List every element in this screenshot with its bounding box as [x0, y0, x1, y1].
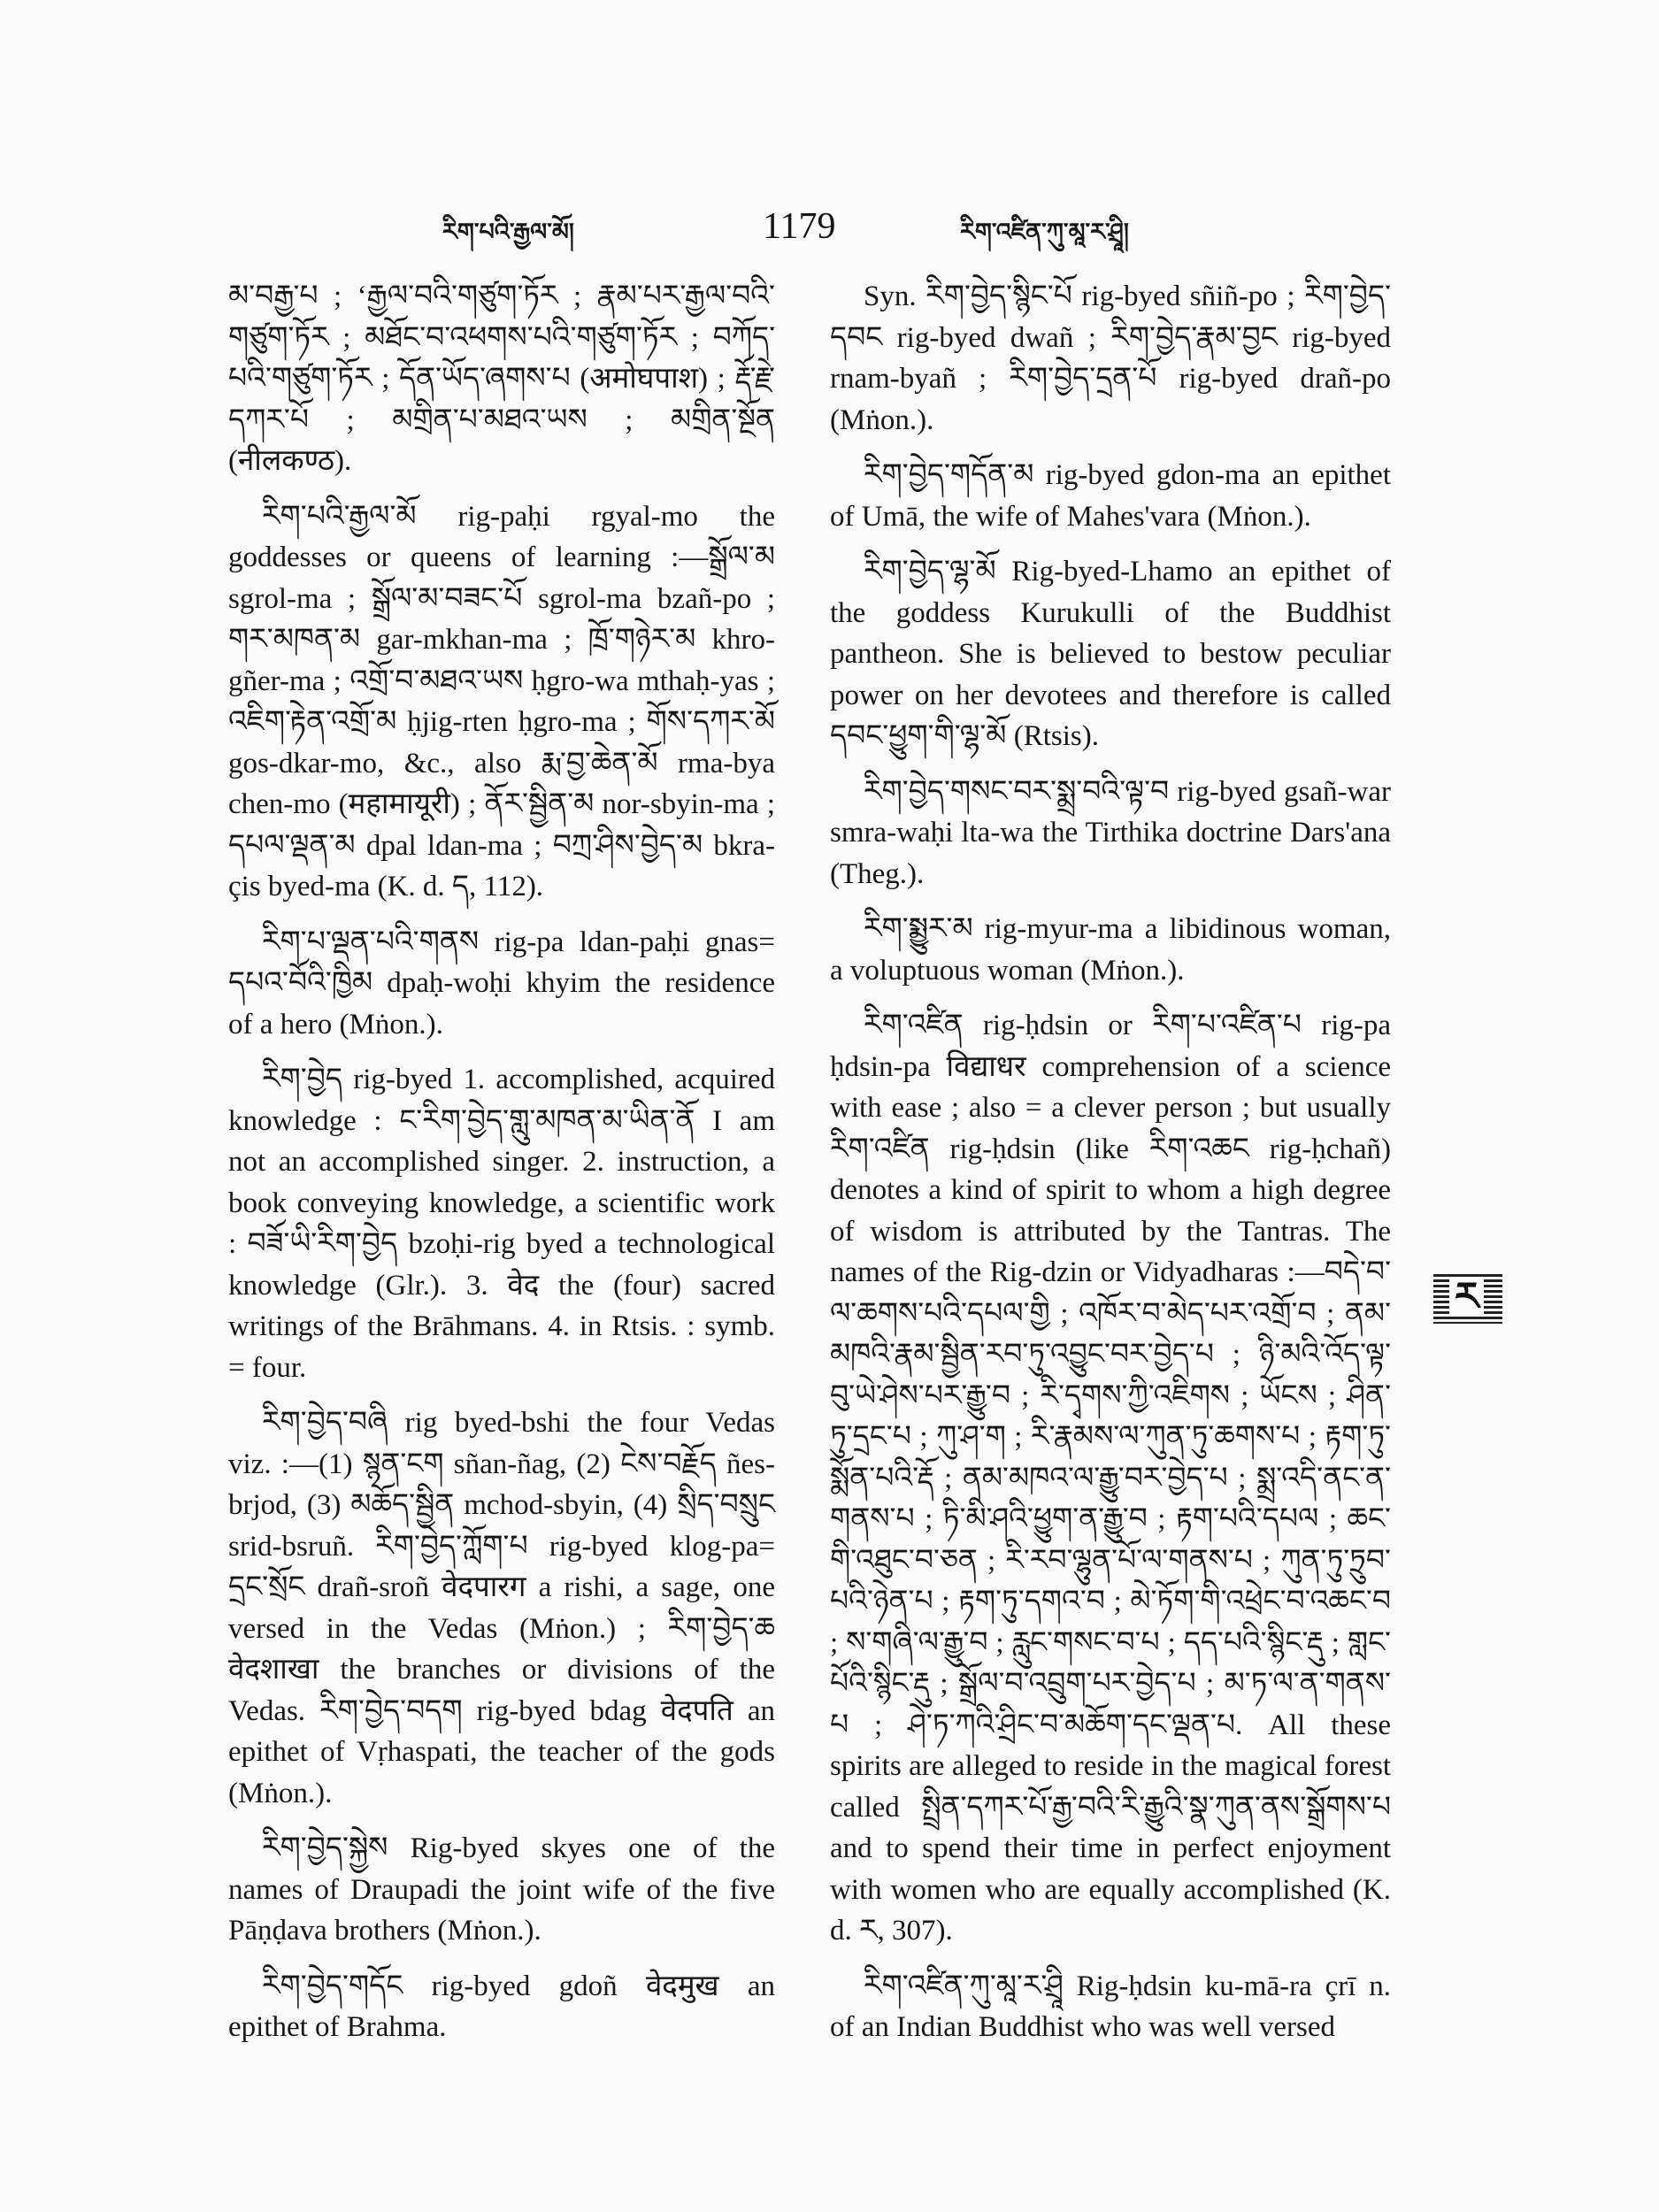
entry-continuation: མ་བརྒྱ་པ ; ‘རྒྱལ་བའི་གཙུག་ཏོར ; རྣམ་པར་རྒྱལ་བའི་གཙུག་ཏོར ; མཐོང་བ་འཕགས་པའི་གཙུག་ཏོར ; བཀོད་པའི་གཙུག་ཏོར ; དོན་ཡོད་ཞགས་པ (अमोघपाश) ; རྡོ་རྗེ་དཀར་པོ ; མགྲིན་པ་མཐའ་ཡས ; མགྲིན་སྔོན (नीलकण्ठ).	[228, 280, 775, 477]
entry-rig-hdsin: རིག་འཛིན rig-ḥdsin or རིག་པ་འཛིན་པ rig-pa ḥdsin-pa विद्याधर comprehension of a science with ease ; also = a clever person ; but usually རིག་འཛིན rig-ḥdsin (like རིག་འཆང rig-ḥchañ) denotes a kind of spirit to whom a high degree of wisdom is attributed by the Tantras. The names of the Rig-dzin or Vidyadharas :—བདེ་བ་ལ་ཆགས་པའི་དཔལ་གྱི ; འཁོར་བ་མེད་པར་འགྲོ་བ ; ནམ་མཁའི་རྣམ་སྦྱིན་རབ་ཏུ་འབྱུང་བར་བྱེད་པ ; ཉི་མའི་འོད་ལྟ་བུ་ཡེ་ཤེས་པར་རྒྱུ་བ ; རི་དྭགས་ཀྱི་འཇིགས ; ཡོངས ; ཤིན་ཏུ་དྲང་པ ; ཀུ་ཤ་ག ; རི་རྣམས་ལ་ཀུན་ཏུ་ཆགས་པ ; རྟག་ཏུ་སྨོན་པའི་རྡོ ; ནམ་མཁའ་ལ་རྒྱུ་བར་བྱེད་པ ; སྨྲ་འདི་ནང་ན་གནས་པ ; ཏི་མི་ཤའི་ཕྱུག་ན་རྒྱུ་བ ; རྟག་པའི་དཔལ ; ཆང་གི་འཐུང་བ་ཅན ; རི་རབ་ལྷུན་པོ་ལ་གནས་པ ; ཀུན་ཏུ་ཏྲུབ་པའི་ཉེན་པ ; རྟག་ཏུ་དགའ་བ ; མེ་ཏོག་གི་འཕྲེང་བ་འཆང་བ ; ས་གཞི་ལ་རྒྱུ་བ ; རླུང་གསང་བ་པ ; དད་པའི་སྙིང་རྡུ ; གླང་པོའི་སྙིང་རྡུ ; སྒྲོལ་བ་འབྲུག་པར་བྱེད་པ ; མ་ཏ་ལ་ན་གནས་པ ; ཤེ་ཏ་ཀའི་ཤྲིང་བ་མཆོག་དང་ལྡན་པ. All these spirits are alleged to reside in the magical forest called སྤྲིན་དཀར་པོ་རྒྱ་བའི་རི་རྒྱུའི་སྣ་ཀུན་ནས་སྒྲོགས་པ and to spend their time in perfect enjoyment with women who are equally accomplished (K. d. ར, 307).	[830, 1010, 1391, 1947]
entry-rig-byed-gdon: རིག་བྱེད་གདོང rig-byed gdoñ वेदमुख an epithet of Brahma.	[228, 1970, 775, 2043]
right-headword: རིག་འཛིན་ཀུ་མཱ་ར་ཤྲཱི།	[960, 219, 1129, 246]
left-column	[228, 276, 775, 2062]
entry-synonyms: Syn. རིག་བྱེད་སྙིང་པོ rig-byed sñiñ-po ; རིག་བྱེད་དབང rig-byed dwañ ; རིག་བྱེད་རྣམ་བྱང rig-byed rnam-byañ ; རིག་བྱེད་དྲན་པོ rig-byed drañ-po (Mṅon.).	[830, 280, 1391, 436]
entry-rig-byed: རིག་བྱེད rig-byed 1. accomplished, acquired knowledge : ང་རིག་བྱེད་གླུ་མཁན་མ་ཡིན་ནོ I am not an accomplished singer. 2. instruction, a book conveying knowledge, a scientific work : བཟོ་ཡི་རིག་བྱེད bzoḥi-rig byed a technological knowledge (Glr.). 3. वेद the (four) sacred writings of the Brāhmans. 4. in Rtsis. : symb. = four.	[228, 1064, 775, 1384]
entry-rig-byed-lhamo: རིག་བྱེད་ལྷ་མོ Rig-byed-Lhamo an epithet of the goddess Kurukulli of the Buddhist pantheon. She is believed to bestow peculiar power on her devotees and therefore is called དབང་ཕྱུག་གི་ལྷ་མོ (Rtsis).	[830, 556, 1391, 752]
entry-rig-pahi-rgyal-mo: རིག་པའི་རྒྱལ་མོ rig-paḥi rgyal-mo the goddesses or queens of learning :—སྒྲོལ་མ sgrol-ma ; སྒྲོལ་མ་བཟང་པོ sgrol-ma bzañ-po ; གར་མཁན་མ gar-mkhan-ma ; ཁྲོ་གཉེར་མ khro-gñer-ma ; འགྲོ་བ་མཐའ་ཡས ḥgro-wa mthaḥ-yas ; འཇིག་རྟེན་འགྲོ་མ ḥjig-rten ḥgro-ma ; གོས་དཀར་མོ gos-dkar-mo, &c., also རྨ་བྱ་ཆེན་མོ rma-bya chen-mo (महामायूरी) ; ནོར་སྦྱིན་མ nor-sbyin-ma ; དཔལ་ལྡན་མ dpal ldan-ma ; བཀྲ་ཤིས་བྱེད་མ bkra-çis byed-ma (K. d. ད, 112).	[228, 500, 775, 902]
entry-rig-myur-ma: རིག་སྨྱུར་མ rig-myur-ma a libidinous woman, a voluptuous woman (Mṅon.).	[830, 913, 1391, 987]
section-marker-tab	[1433, 1274, 1502, 1324]
entry-rig-byed-skyes: རིག་བྱེད་སྐྱེས Rig-byed skyes one of the names of Draupadi the joint wife of the five Pāṇḍava brothers (Mṅon.).	[228, 1832, 775, 1947]
page-header	[0, 205, 1659, 258]
entry-rig-pa-ldan-pahi-gnas: རིག་པ་ལྡན་པའི་གནས rig-pa ldan-paḥi gnas= དཔའ་བོའི་ཁྱིམ dpaḥ-woḥi khyim the residence of a hero (Mṅon.).	[228, 926, 775, 1041]
entry-rig-hdsin-kumara: རིག་འཛིན་ཀུ་མཱ་ར་ཤྲཱི Rig-ḥdsin ku-mā-ra çrī n. of an Indian Buddhist who was well versed	[830, 1970, 1391, 2043]
page-number: 1179	[763, 206, 836, 247]
entry-rig-byed-gdon-ma: རིག་བྱེད་གདོན་མ rig-byed gdon-ma an epithet of Umā, the wife of Mahes'vara (Mṅon.).	[830, 459, 1391, 533]
entry-rig-byed-bshi: རིག་བྱེད་བཞི rig byed-bshi the four Vedas viz. :—(1) སྙན་ངག sñan-ñag, (2) ངེས་བརྗོད ñes-brjod, (3) མཆོད་སྦྱིན mchod-sbyin, (4) སྲིད་བསྲུང srid-bsruñ. རིག་བྱེད་ཀློག་པ rig-byed klog-pa= དྲང་སྲོང drañ-sroñ वेदपारग a rishi, a sage, one versed in the Vedas (Mṅon.) ; རིག་བྱེད་ཆ वेदशाखा the branches or divisions of the Vedas. རིག་བྱེད་བདག rig-byed bdag वेदपति an epithet of Vṛhaspati, the teacher of the gods (Mṅon.).	[228, 1407, 775, 1809]
left-headword: རིག་པའི་རྒྱལ་མོ།	[442, 219, 574, 246]
section-letter: ར	[1449, 1278, 1484, 1317]
entry-rig-byed-gsan-war: རིག་བྱེད་གསང་བར་སྨྲ་བའི་ལྟ་བ rig-byed gsañ-war smra-waḥi lta-wa the Tirthika doctrine Dars'ana (Theg.).	[830, 775, 1391, 890]
right-column	[830, 276, 1391, 2062]
